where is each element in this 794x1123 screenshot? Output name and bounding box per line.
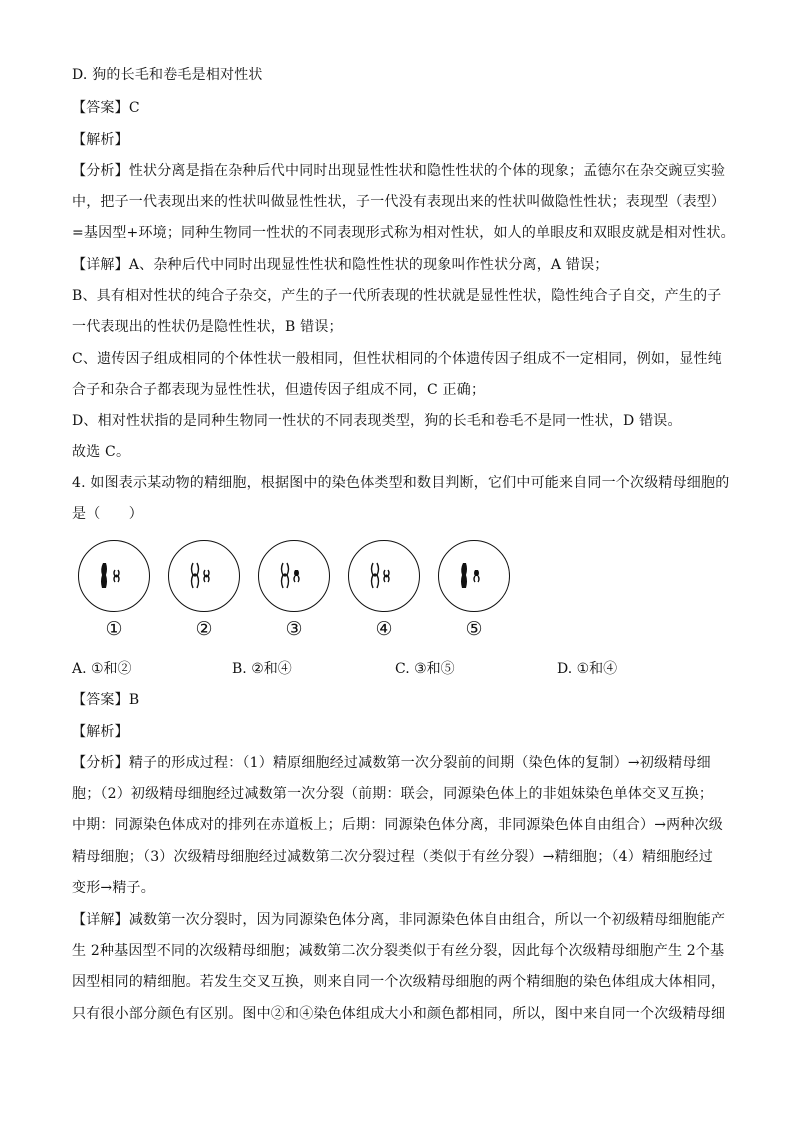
fenxi-label: 【分析】: [72, 163, 129, 179]
sperm-cell-2: [168, 540, 240, 612]
cell-label-5: ⑤: [465, 618, 483, 640]
xiangjie-line: D、相对性状指的是同种生物同一性状的不同表现类型，狗的长毛和卷毛不是同一性状，D 错误。: [72, 413, 682, 429]
sperm-cell-3: [258, 540, 330, 612]
fenxi-line: 胞；（2）初级精母细胞经过减数第一次分裂（前期：联会，同源染色体上的非姐妹染色单体交叉互换；: [72, 786, 714, 802]
sperm-cell-5: [438, 540, 510, 612]
answer-value: B: [128, 692, 140, 708]
option-b: B. ②和④: [232, 661, 292, 677]
fenxi-line: [72, 162, 725, 180]
conclusion: 故选 C。: [72, 444, 131, 460]
xiangjie-line: B、具有相对性状的纯合子杂交，产生的子一代所表现的性状就是显性性状，隐性纯合子自交，产生的子: [72, 288, 722, 304]
xiangjie-line: [72, 256, 608, 274]
xiangjie-line: 一代表现出的性状仍是隐性性状，B 错误；: [72, 319, 343, 335]
analysis-label: 【解析】: [72, 724, 129, 740]
question-stem: 是（ ）: [72, 506, 143, 522]
fenxi-line: 变形→精子。: [72, 880, 155, 896]
xiangjie-line: 只有很小部分颜色有区别。图中②和④染色体组成大小和颜色都相同，所以，图中来自同一个次级精母细: [72, 1006, 726, 1022]
xiangjie-line: C、遗传因子组成相同的个体性状一般相同，但性状相同的个体遗传因子组成不一定相同，例如，显性纯: [72, 351, 722, 367]
xiangjie-text: 减数第一次分裂时，因为同源染色体分离，非同源染色体自由组合，所以一个初级精母细胞能产: [128, 912, 726, 928]
cell-label-4: ④: [375, 618, 393, 640]
sperm-cell-4: [348, 540, 420, 612]
cell-label-3: ③: [285, 618, 303, 640]
answer-line: [72, 691, 139, 709]
xiangjie-text: A、杂种后代中同时出现显性性状和隐性性状的现象叫作性状分离，A 错误；: [128, 257, 609, 273]
xiangjie-label: 【详解】: [72, 257, 129, 273]
fenxi-label: 【分析】: [72, 755, 129, 771]
cell-label-2: ②: [195, 618, 213, 640]
xiangjie-line: [72, 911, 725, 929]
answer-label: 【答案】: [72, 692, 129, 708]
answer-options: [72, 660, 722, 678]
option-d: D. 狗的长毛和卷毛是相对性状: [72, 67, 263, 83]
cell-label-1: ①: [105, 618, 123, 640]
fenxi-line: 中，把子一代表现出来的性状叫做显性性状，子一代没有表现出来的性状叫做隐性性状；表现型（表型）: [72, 194, 726, 210]
xiangjie-line: 生 2种基因型不同的次级精母细胞；减数第二次分裂类似于有丝分裂，因此每个次级精母细胞产生 2个基: [72, 943, 725, 959]
answer-label: 【答案】: [72, 100, 129, 116]
xiangjie-line: 因型相同的精细胞。若发生交叉互换，则来自同一个次级精母细胞的两个精细胞的染色体组成大体相同，: [72, 974, 726, 990]
fenxi-line: =基因型+环境；同种生物同一性状的不同表现形式称为相对性状，如人的单眼皮和双眼皮就是相对性状。: [72, 225, 735, 241]
fenxi-line: 中期：同源染色体成对的排列在赤道板上；后期：同源染色体分离，非同源染色体自由组合）→两种次级: [72, 817, 723, 833]
answer-line: [72, 99, 140, 117]
option-c: C. ③和⑤: [395, 661, 455, 677]
fenxi-line: [72, 754, 711, 772]
xiangjie-label: 【详解】: [72, 912, 129, 928]
fenxi-text: 性状分离是指在杂种后代中同时出现显性性状和隐性性状的个体的现象；孟德尔在杂交豌豆实验: [128, 163, 726, 179]
xiangjie-line: 合子和杂合子都表现为显性性状，但遗传因子组成不同，C 正确；: [72, 382, 486, 398]
sperm-cell-1: [78, 540, 150, 612]
option-a: A. ①和②: [72, 661, 132, 677]
answer-value: C: [128, 100, 140, 116]
fenxi-line: 精母细胞；（3）次级精母细胞经过减数第二次分裂过程（类似于有丝分裂）→精细胞；（4）精细胞经过: [72, 849, 713, 865]
option-d: D. ①和④: [557, 661, 618, 677]
sperm-cell-figure: [72, 540, 522, 646]
analysis-label: 【解析】: [72, 132, 129, 148]
fenxi-text: 精子的形成过程：（1）精原细胞经过减数第一次分裂前的间期（染色体的复制）→初级精母细: [128, 755, 711, 771]
question-stem: 4. 如图表示某动物的精细胞，根据图中的染色体类型和数目判断，它们中可能来自同一个次级精母细胞的: [72, 475, 730, 491]
